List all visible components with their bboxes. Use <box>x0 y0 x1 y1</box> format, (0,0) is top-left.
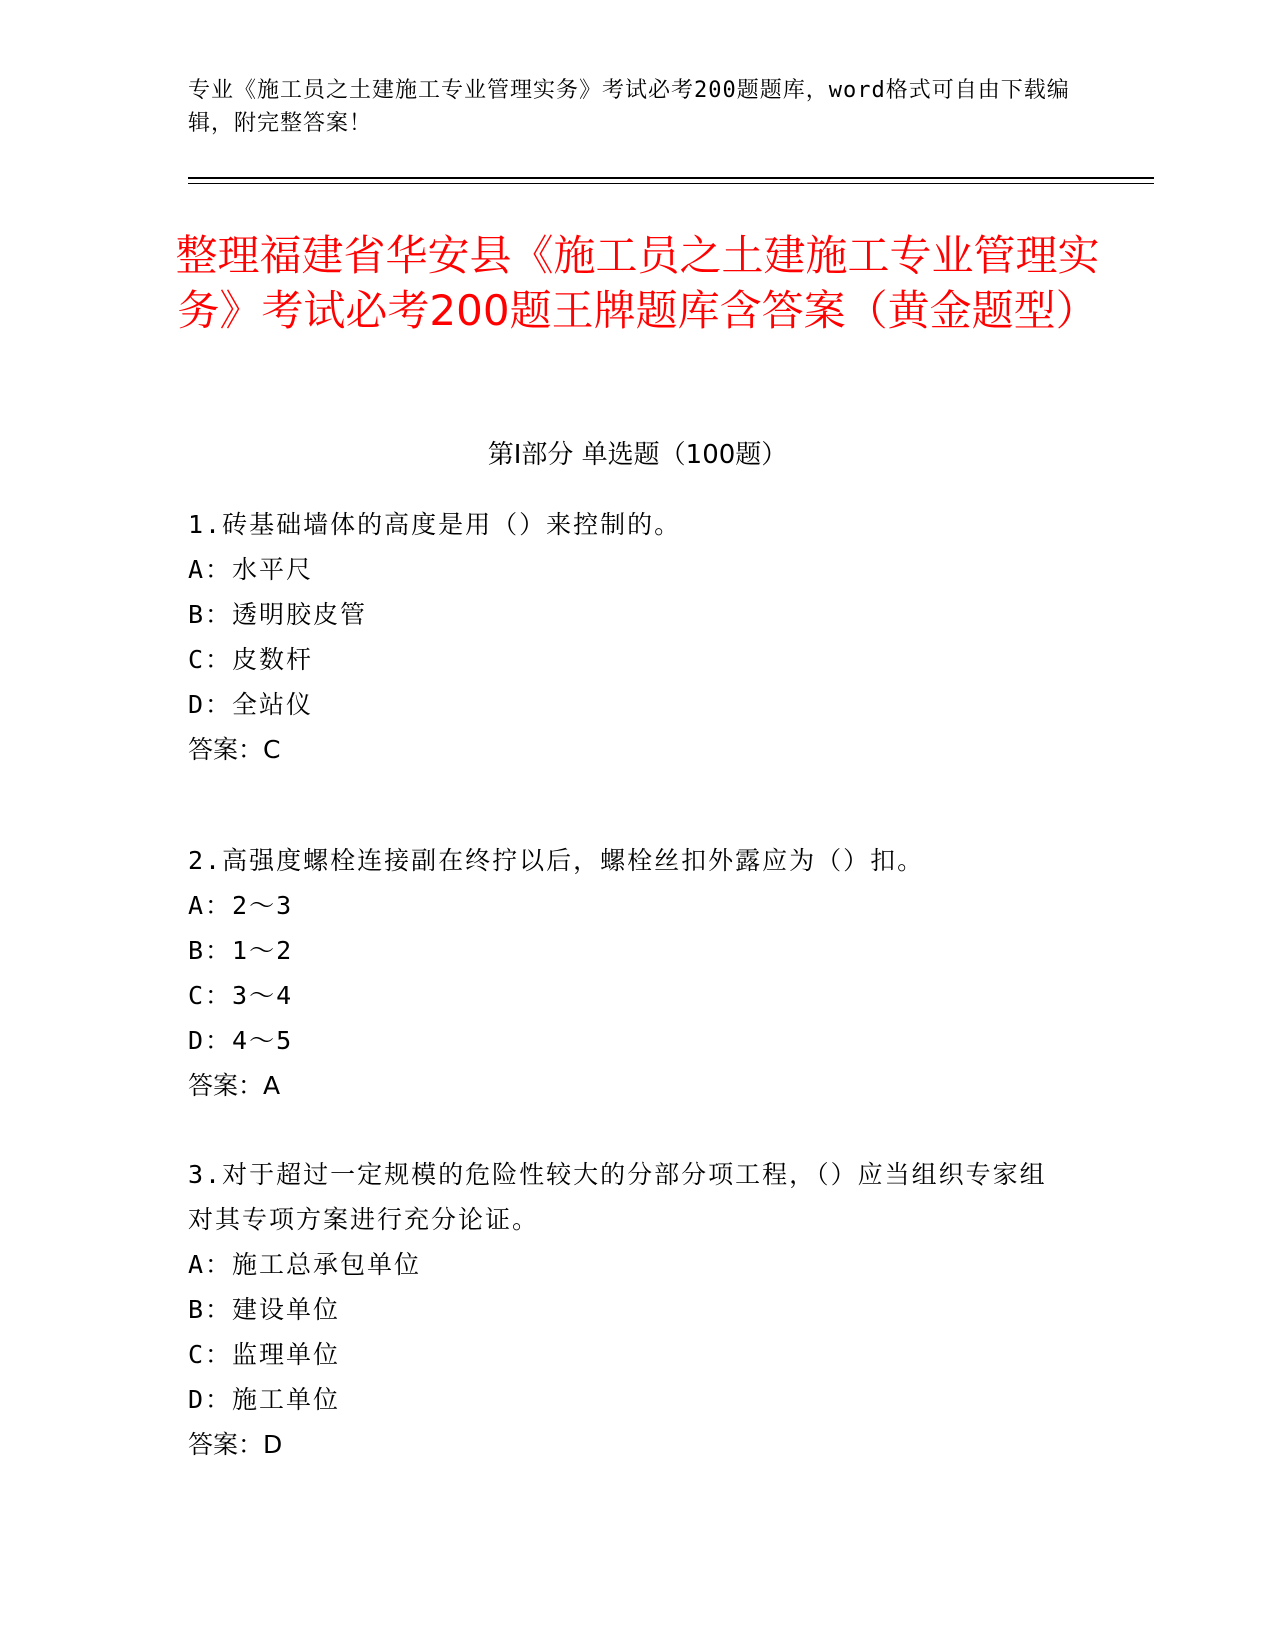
option-c: C：监理单位 <box>188 1340 341 1369</box>
answer: 答案：A <box>188 1071 281 1100</box>
option-d: D：4～5 <box>188 1026 294 1055</box>
question-stem: 2.高强度螺栓连接副在终拧以后，螺栓丝扣外露应为（）扣。 <box>188 846 925 875</box>
header-note: 专业《施工员之土建施工专业管理实务》考试必考200题题库，word格式可自由下载编辑，附完整答案！ <box>188 78 1070 136</box>
header-divider-thick <box>188 177 1154 179</box>
option-a: A：水平尺 <box>188 555 314 584</box>
question-stem: 3.对于超过一定规模的危险性较大的分部分项工程，（）应当组织专家组对其专项方案进行充分论证。 <box>188 1160 1047 1234</box>
option-d: D：全站仪 <box>188 690 314 719</box>
option-c: C：皮数杆 <box>188 645 314 674</box>
header-divider-thin <box>188 183 1154 184</box>
option-b: B：透明胶皮管 <box>188 600 368 629</box>
option-a: A：2～3 <box>188 891 294 920</box>
question-3 <box>188 1152 1068 1467</box>
section-title: 第Ⅰ部分 单选题（100题） <box>487 440 788 470</box>
option-b: B：建设单位 <box>188 1295 341 1324</box>
question-stem: 1.砖基础墙体的高度是用（）来控制的。 <box>188 510 682 539</box>
answer: 答案：C <box>188 735 281 764</box>
question-2 <box>188 838 1068 1108</box>
option-d: D：施工单位 <box>188 1385 341 1414</box>
question-1 <box>188 502 1068 772</box>
option-a: A：施工总承包单位 <box>188 1250 422 1279</box>
answer: 答案：D <box>188 1430 283 1459</box>
document-title: 整理福建省华安县《施工员之土建施工专业管理实务》考试必考200题王牌题库含答案（黄金题型） <box>175 231 1100 335</box>
option-b: B：1～2 <box>188 936 294 965</box>
option-c: C：3～4 <box>188 981 294 1010</box>
